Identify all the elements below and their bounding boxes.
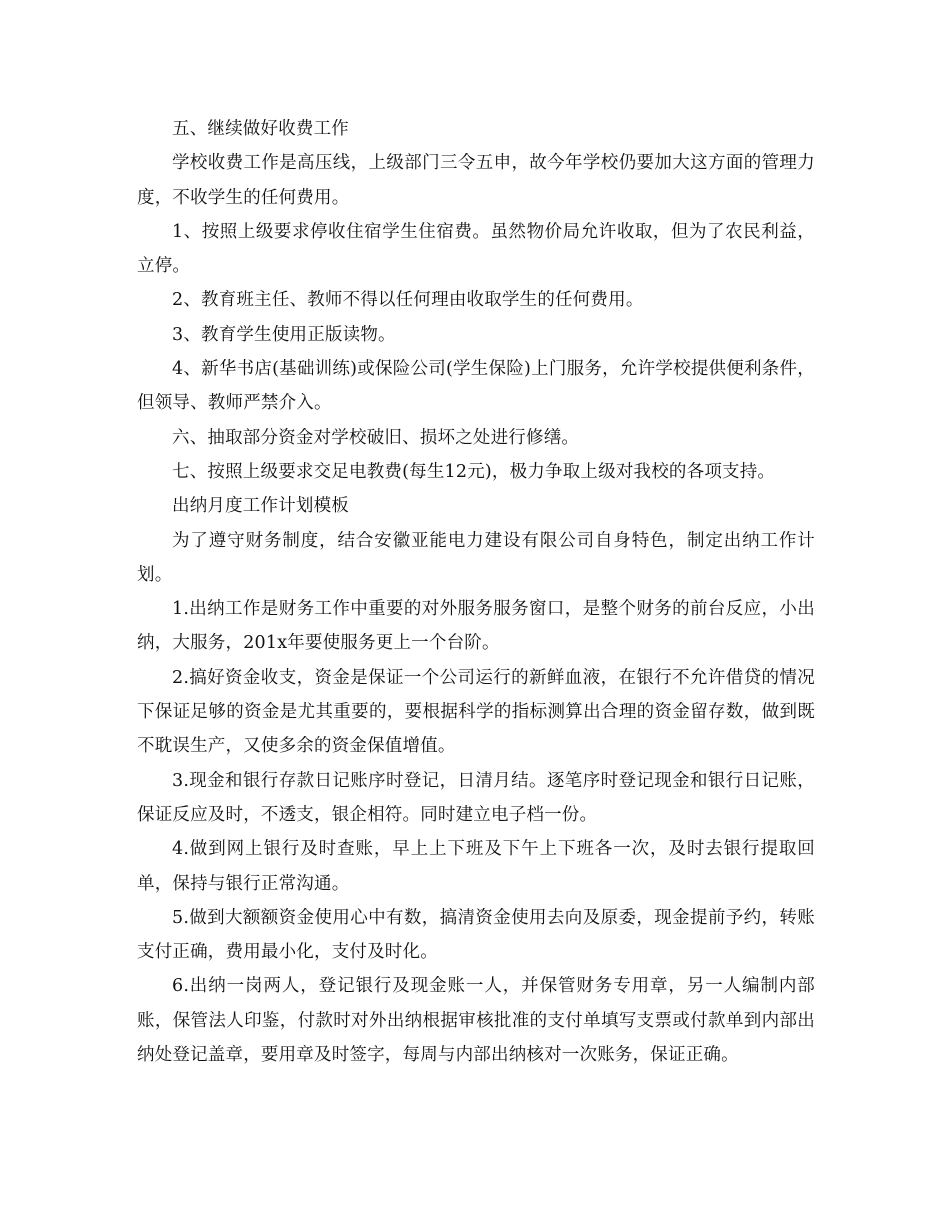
paragraph-cashier-intro: 为了遵守财务制度，结合安徽亚能电力建设有限公司自身特色，制定出纳工作计划。 <box>137 530 815 585</box>
list-item-cashier-5: 5.做到大额额资金使用心中有数，搞清资金使用去向及原委，现金提前予约，转账支付正确，费用最小化，支付及时化。 <box>137 907 815 963</box>
document-body <box>137 112 815 1072</box>
list-item-cashier-3: 3.现金和银行存款日记账序时登记，日清月结。逐笔序时登记现金和银行日记账，保证反应及时，不透支，银企相符。同时建立电子档一份。 <box>137 770 815 825</box>
list-item-fees-1: 1、按照上级要求停收住宿学生住宿费。虽然物价局允许收取，但为了农民利益，立停。 <box>137 221 815 277</box>
section-heading-fees: 五、继续做好收费工作 <box>172 119 349 139</box>
list-item-cashier-2: 2.搞好资金收支，资金是保证一个公司运行的新鲜血液，在银行不允许借贷的情况下保证足够的资金是尤其重要的，要根据科学的指标测算出合理的资金留存数，做到既不耽误生产，又使多余的资金保值增值。 <box>137 667 815 757</box>
section-heading-repairs: 六、抽取部分资金对学校破旧、损坏之处进行修缮。 <box>172 427 580 448</box>
list-item-cashier-1: 1.出纳工作是财务工作中重要的对外服务服务窗口，是整个财务的前台反应，小出纳，大服务，201x年要使服务更上一个台阶。 <box>137 599 815 654</box>
document-title-cashier-plan: 出纳月度工作计划模板 <box>172 496 349 517</box>
section-heading-av-fees: 七、按照上级要求交足电教费(每生12元)，极力争取上级对我校的各项支持。 <box>172 461 776 482</box>
list-item-fees-3: 3、教育学生使用正版读物。 <box>172 324 396 345</box>
list-item-cashier-4: 4.做到网上银行及时查账，早上上下班及下午上下班各一次，及时去银行提取回单，保持与银行正常沟通。 <box>137 839 815 894</box>
list-item-fees-4: 4、新华书店(基础训练)或保险公司(学生保险)上门服务，允许学校提供便利条件，但领导、教师严禁介入。 <box>137 359 815 414</box>
list-item-cashier-6: 6.出纳一岗两人，登记银行及现金账一人，并保管财务专用章，另一人编制内部账，保管法人印鉴，付款时对外出纳根据审核批准的支付单填写支票或付款单到内部出纳处登记盖章，要用章及时签字，每周与内部出纳核对一次账务，保证正确。 <box>137 976 815 1066</box>
paragraph-fees-intro: 学校收费工作是高压线，上级部门三令五申，故今年学校仍要加大这方面的管理力度，不收学生的任何费用。 <box>137 153 815 208</box>
list-item-fees-2: 2、教育班主任、教师不得以任何理由收取学生的任何费用。 <box>172 290 644 311</box>
